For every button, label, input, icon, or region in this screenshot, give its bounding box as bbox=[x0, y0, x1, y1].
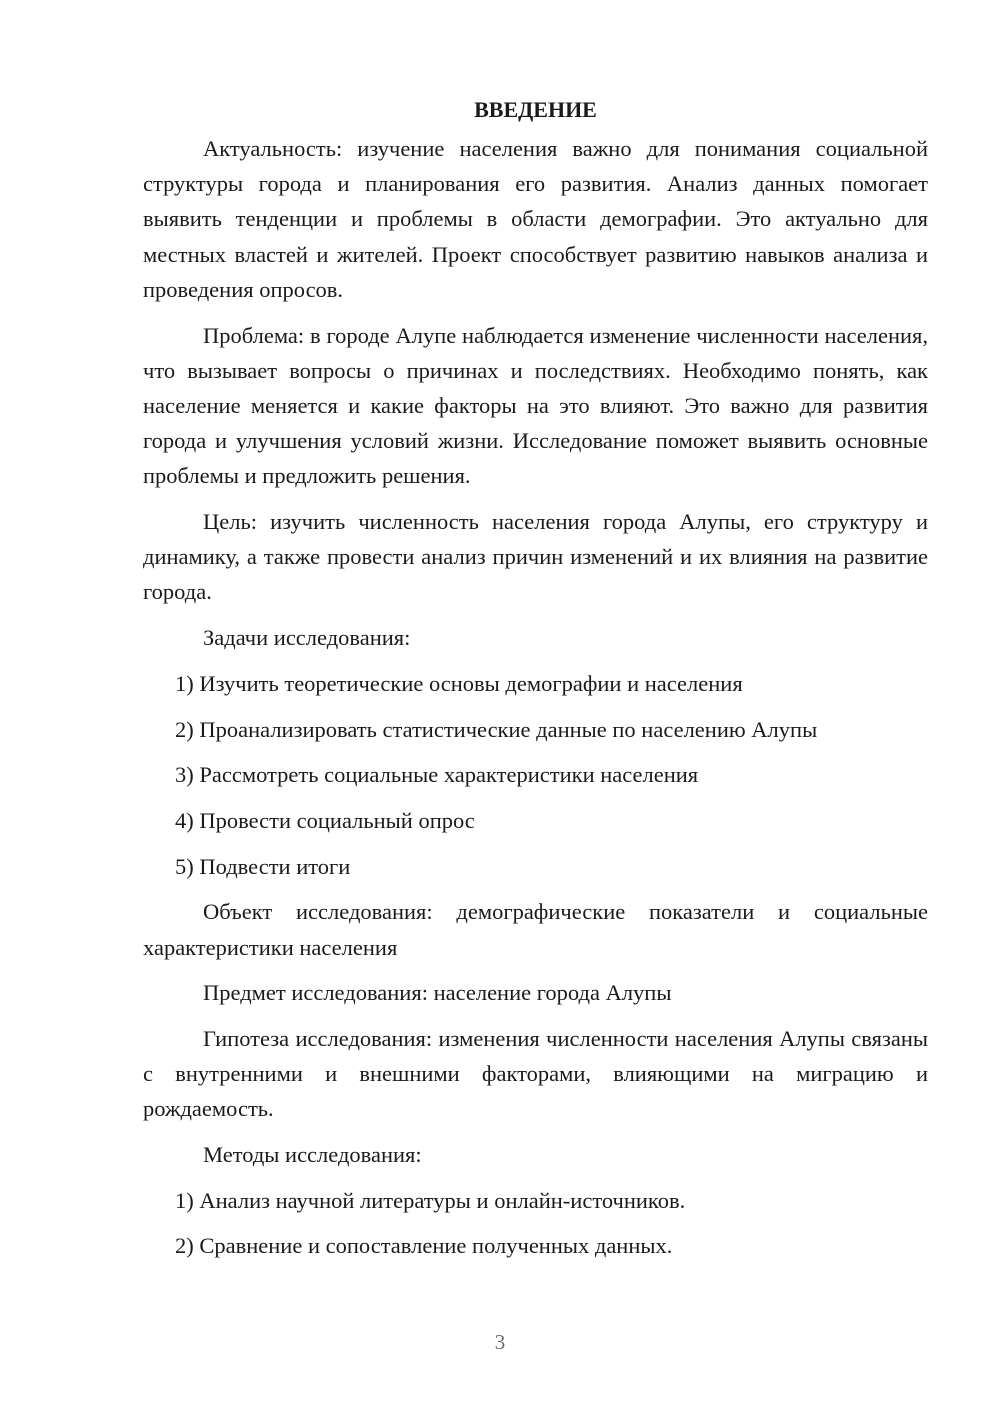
method-item: 1) Анализ научной литературы и онлайн-источников. bbox=[175, 1187, 686, 1213]
task-item: 3) Рассмотреть социальные характеристики населения bbox=[175, 762, 699, 788]
tasks-heading: Задачи исследования: bbox=[203, 625, 411, 651]
task-item: 5) Подвести итоги bbox=[175, 853, 351, 879]
problem-paragraph: Проблема: в городе Алупе наблюдается изменение численности населения, что вызывает вопросы о причинах и последствиях. Необходимо понять, как население меняется и какие факторы на это влияют. Это важно для развития города и улучшения условий жизни. Исследование поможет выявить основные проблемы и предложить решения. bbox=[143, 322, 928, 489]
document-page bbox=[143, 92, 928, 1264]
subject-paragraph: Предмет исследования: население города Алупы bbox=[203, 980, 672, 1006]
task-item: 2) Проанализировать статистические данные по населению Алупы bbox=[175, 716, 818, 742]
object-paragraph: Объект исследования: демографические показатели и социальные характеристики населения bbox=[143, 899, 928, 960]
hypothesis-paragraph: Гипотеза исследования: изменения численности населения Алупы связаны с внутренними и внешними факторами, влияющими на миграцию и рождаемость. bbox=[143, 1025, 928, 1122]
task-item: 1) Изучить теоретические основы демографии и населения bbox=[175, 670, 743, 696]
task-item: 4) Провести социальный опрос bbox=[175, 807, 475, 833]
goal-paragraph: Цель: изучить численность населения города Алупы, его структуру и динамику, а также провести анализ причин изменений и их влияния на развитие города. bbox=[143, 509, 928, 605]
methods-heading: Методы исследования: bbox=[203, 1142, 422, 1168]
relevance-paragraph: Актуальность: изучение населения важно для понимания социальной структуры города и планирования его развития. Анализ данных помогает выявить тенденции и проблемы в области демографии. Это актуально для местных властей и жителей. Проект способствует развитию навыков анализа и проведения опросов. bbox=[143, 136, 928, 302]
page-title: ВВЕДЕНИЕ bbox=[474, 97, 597, 122]
method-item: 2) Сравнение и сопоставление полученных данных. bbox=[175, 1233, 673, 1259]
page-number: 3 bbox=[494, 1330, 506, 1354]
